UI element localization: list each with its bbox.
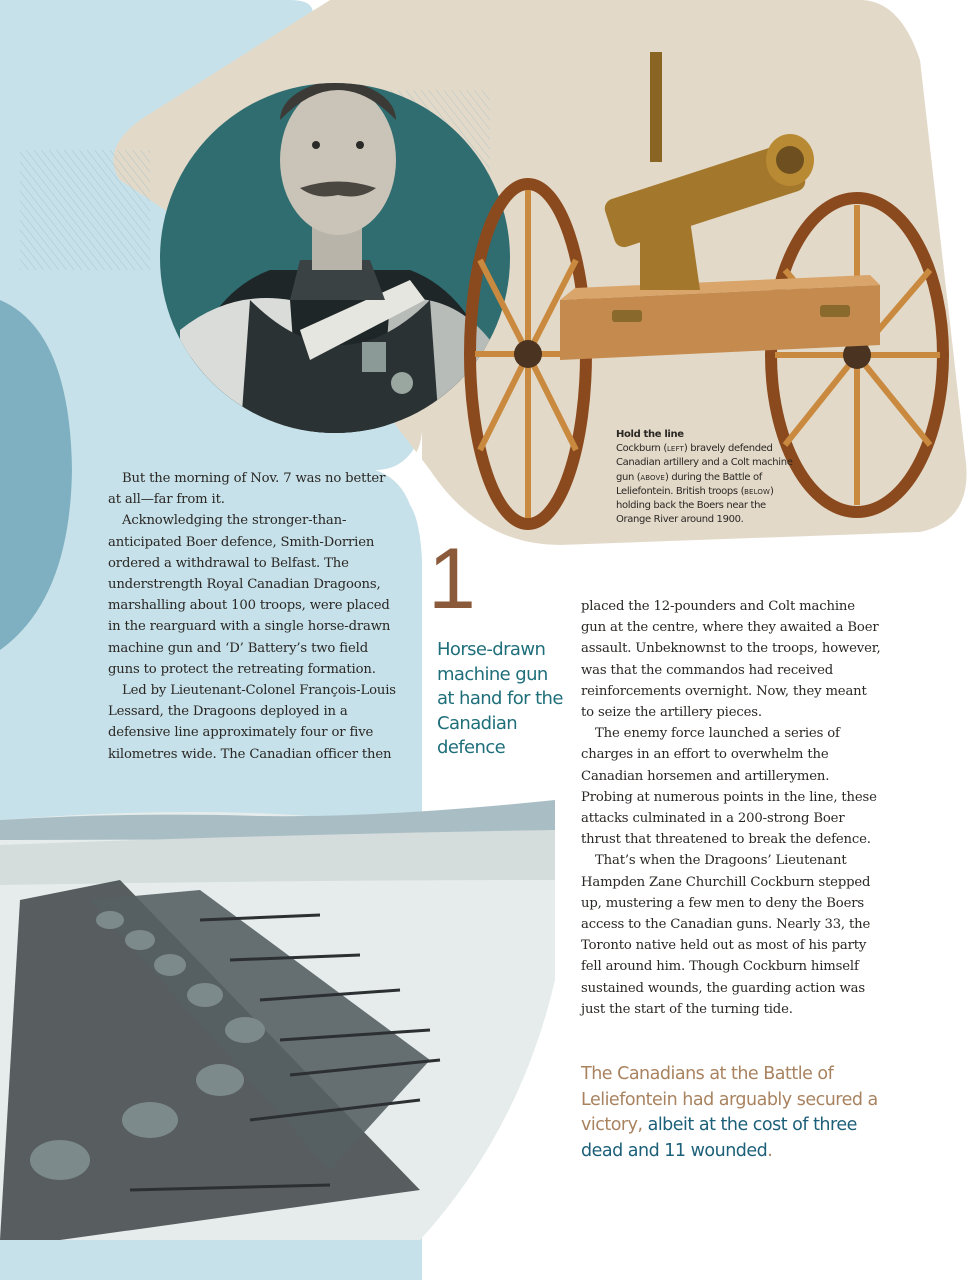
- caption-body: [616, 442, 801, 527]
- photo-caption: [616, 428, 801, 527]
- caption-title: Hold the line: [616, 429, 684, 440]
- caption-text: ) bravely defended Canadian artillery and a Colt machine gun (: [616, 443, 793, 483]
- paragraph: That’s when the Dragoons’ Lieutenant Hampden Zane Churchill Cockburn stepped up, mustering a few men to deny the Boers access to the Canadian guns. Nearly 33, the Toronto native held out as most of his party fell around him. Though Cockburn himself sustained wounds, the guarding action was just the start of the turning tide.: [581, 853, 871, 1017]
- troops-photo: [0, 800, 555, 1240]
- caption-text: Cockburn (: [616, 443, 667, 455]
- hatch-decoration: [20, 150, 150, 270]
- pull-quote-end: .: [767, 1140, 773, 1161]
- paragraph: But the morning of Nov. 7 was no better at all—far from it.: [108, 471, 386, 508]
- paragraph: Led by Lieutenant-Colonel François-Louis Lessard, the Dragoons deployed in a defensive line approximately four or five kilometres wide. The Canadian officer then: [108, 683, 396, 762]
- article-column-left: [108, 468, 398, 765]
- pull-quote: [581, 1062, 881, 1164]
- caption-text: ) holding back the Boers near the Orange River around 1900.: [616, 485, 774, 526]
- pull-quote-highlight: albeit at the cost of three dead and 11 wounded: [581, 1115, 857, 1161]
- caption-text: ) during the Battle of Leliefontein. British troops (: [616, 471, 762, 497]
- paragraph: Acknowledging the stronger-than-anticipated Boer defence, Smith-Dorrien ordered a withdrawal to Belfast. The understrength Royal Canadian Dragoons, marshalling about 100 troops, were placed in the rearguard with a single horse-drawn machine gun and ‘D’ Battery’s two field guns to protect the retreating formation.: [108, 513, 391, 677]
- section-title: Horse-drawn machine gun at hand for the Canadian defence: [437, 639, 563, 758]
- section-number: 1: [428, 531, 476, 627]
- caption-above-label: ABOVE: [640, 473, 665, 482]
- pull-quote-text: The Canadians at the Battle of Leliefontein had arguably secured a victory,: [581, 1064, 878, 1135]
- caption-left-label: LEFT: [666, 445, 684, 454]
- caption-below-label: BELOW: [744, 487, 770, 496]
- article-column-right: [581, 596, 881, 1020]
- paragraph: placed the 12-pounders and Colt machine gun at the centre, where they awaited a Boer assault. Unbeknownst to the troops, however, was that the commandos had received reinforcements overnight. Now, they meant to seize the artillery pieces.: [581, 599, 881, 721]
- paragraph: The enemy force launched a series of charges in an effort to overwhelm the Canadian horsemen and artillerymen. Probing at numerous points in the line, these attacks culminated in a 200-strong Boer thrust that threatened to break the defence.: [581, 726, 877, 848]
